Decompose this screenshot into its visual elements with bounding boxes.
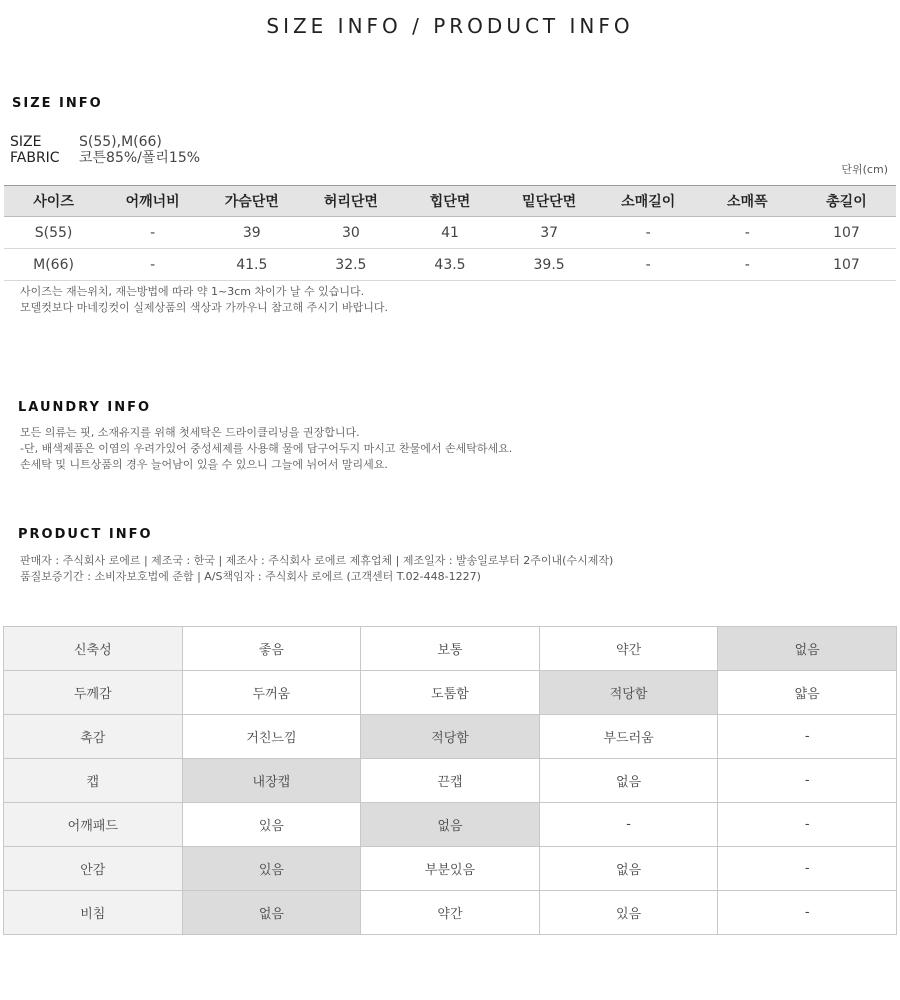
attribute-table [3,626,897,935]
header-cell: 힙단면 [400,186,499,217]
table-cell: 32.5 [301,249,400,281]
product-info-heading: PRODUCT INFO [18,527,153,542]
note-line: 모든 의류는 핏, 소재유지를 위해 첫세탁은 드라이클리닝을 권장합니다. [20,426,360,439]
attribute-option-selected: 적당함 [361,715,540,759]
table-cell: 30 [301,217,400,249]
table-row [4,217,896,249]
attribute-option: 약간 [361,891,540,935]
attribute-label: 캡 [4,759,183,803]
table-cell: 43.5 [400,249,499,281]
size-notes [20,284,388,316]
table-cell: - [599,249,698,281]
attribute-option: 얇음 [718,671,897,715]
attribute-label: 신축성 [4,627,183,671]
product-notes [20,553,613,585]
attribute-row [4,627,897,671]
table-cell: - [698,249,797,281]
attribute-row [4,891,897,935]
note-line: 판매자 : 주식회사 로에르 | 제조국 : 한국 | 제조사 : 주식회사 로에르 제휴업체 | 제조일자 : 발송일로부터 2주이내(수시제작) [20,554,614,567]
table-row [4,249,896,281]
attribute-option: 부분있음 [361,847,540,891]
note-line: 사이즈는 재는위치, 재는방법에 따라 약 1~3cm 차이가 날 수 있습니다. [20,285,365,298]
attribute-option: - [539,803,718,847]
header-cell: 총길이 [797,186,896,217]
attribute-option: - [718,803,897,847]
header-cell: 밑단단면 [500,186,599,217]
page-title: SIZE INFO / PRODUCT INFO [266,14,634,38]
table-cell: 41.5 [202,249,301,281]
attribute-option-selected: 있음 [182,847,361,891]
attribute-option: 거친느낌 [182,715,361,759]
note-line: 모델컷보다 마네킹컷이 실제상품의 색상과 가까우니 참고해 주시기 바랍니다. [20,301,389,314]
header-cell: 소매폭 [698,186,797,217]
attribute-option-selected: 없음 [182,891,361,935]
table-cell: 39.5 [500,249,599,281]
size-spec [10,134,162,150]
header-cell: 사이즈 [4,186,103,217]
size-table-header [4,186,896,217]
laundry-notes [20,425,512,473]
attribute-option: 있음 [182,803,361,847]
header-cell: 소매길이 [599,186,698,217]
attribute-option: 끈캡 [361,759,540,803]
attribute-option: - [718,847,897,891]
attribute-option: 약간 [539,627,718,671]
table-cell: 41 [400,217,499,249]
attribute-option-selected: 내장캡 [182,759,361,803]
attribute-option: 없음 [539,759,718,803]
fabric-value: 코튼85%/폴리15% [79,150,201,166]
table-cell: 37 [500,217,599,249]
attribute-option: 두꺼움 [182,671,361,715]
size-table [4,185,896,281]
table-cell: 107 [797,217,896,249]
attribute-label: 안감 [4,847,183,891]
attribute-option: - [718,715,897,759]
attribute-row [4,803,897,847]
attribute-label: 비침 [4,891,183,935]
unit-label: 단위(cm) [841,163,888,176]
table-cell: 107 [797,249,896,281]
attribute-option: 보통 [361,627,540,671]
attribute-row [4,847,897,891]
fabric-spec [10,150,200,166]
attribute-label: 두께감 [4,671,183,715]
table-cell: - [103,217,202,249]
header-cell: 허리단면 [301,186,400,217]
table-cell: - [599,217,698,249]
size-value: S(55),M(66) [79,134,162,150]
table-cell: S(55) [4,217,103,249]
fabric-label: FABRIC [10,150,60,166]
note-line: -단, 배색제품은 이염의 우려가있어 중성세제를 사용해 물에 담구어두지 마시고 찬물에서 손세탁하세요. [20,442,513,455]
attribute-option: - [718,891,897,935]
attribute-option-selected: 없음 [718,627,897,671]
header-cell: 가슴단면 [202,186,301,217]
attribute-option: 도톰함 [361,671,540,715]
table-cell: 39 [202,217,301,249]
attribute-row [4,715,897,759]
table-cell: M(66) [4,249,103,281]
note-line: 손세탁 및 니트상품의 경우 늘어남이 있을 수 있으니 그늘에 뉘어서 말리세요. [20,458,388,471]
attribute-option-selected: 없음 [361,803,540,847]
attribute-label: 촉감 [4,715,183,759]
note-line: 품질보증기간 : 소비자보호법에 준함 | A/S책임자 : 주식회사 로에르 (고객센터 T.02-448-1227) [20,570,481,583]
attribute-row [4,759,897,803]
table-cell: - [103,249,202,281]
attribute-option: 부드러움 [539,715,718,759]
attribute-label: 어깨패드 [4,803,183,847]
attribute-row [4,671,897,715]
attribute-option: 없음 [539,847,718,891]
attribute-option: 좋음 [182,627,361,671]
header-cell: 어깨너비 [103,186,202,217]
table-cell: - [698,217,797,249]
attribute-option: 있음 [539,891,718,935]
size-label: SIZE [10,134,42,150]
size-info-heading: SIZE INFO [12,96,103,111]
laundry-info-heading: LAUNDRY INFO [18,400,152,415]
attribute-option-selected: 적당함 [539,671,718,715]
attribute-option: - [718,759,897,803]
